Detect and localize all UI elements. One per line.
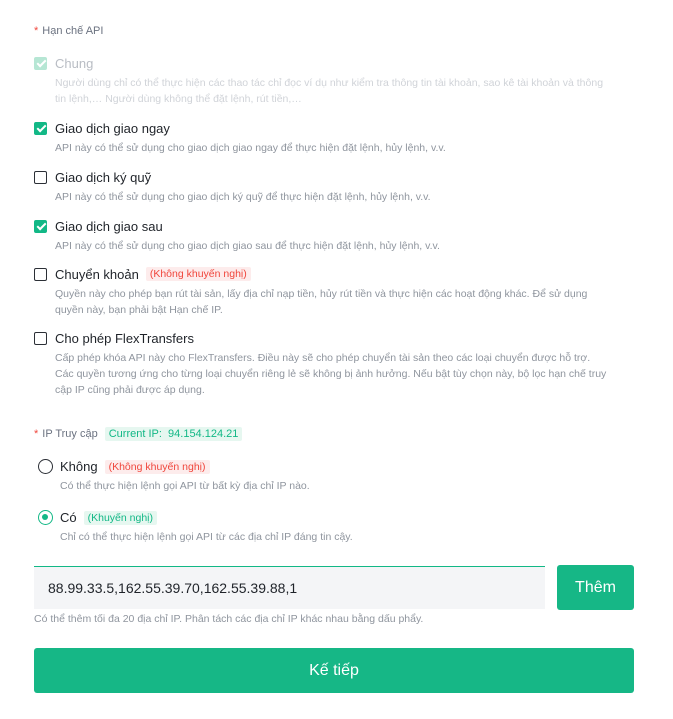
option-title: Không: [60, 459, 98, 474]
permission-title: Cho phép FlexTransfers: [55, 330, 194, 346]
option-title: Có: [60, 510, 77, 525]
futures-trading-checkbox[interactable]: [34, 220, 47, 233]
ip-address-input[interactable]: [34, 566, 545, 609]
general-checkbox[interactable]: [34, 57, 47, 70]
permission-desc: API này có thể sử dụng cho giao dịch giao ngay để thực hiện đặt lệnh, hủy lệnh, v.v.: [55, 142, 446, 154]
api-restrictions-label-text: Hạn chế API: [42, 25, 104, 37]
permission-desc: Người dùng chỉ có thể thực hiện các thao tác chỉ đọc ví dụ như kiểm tra thông tin tài khoản, sao kê tài khoản và thông tin lệnh,… Người dùng không thể đặt lệnh, rút tiền,…: [55, 77, 604, 105]
permission-flextransfers: [34, 329, 624, 398]
option-desc: Có thể thực hiện lệnh gọi API từ bất kỳ địa chỉ IP nào.: [60, 480, 310, 492]
permission-transfer: [34, 265, 624, 318]
permission-futures-trading: [34, 217, 624, 254]
next-button[interactable]: Kế tiếp: [34, 648, 634, 693]
permission-title: Giao dịch giao sau: [55, 218, 163, 234]
transfer-checkbox[interactable]: [34, 268, 47, 281]
recommended-badge: (Khuyến nghị): [84, 511, 157, 525]
current-ip-label: Current IP:: [108, 428, 162, 440]
not-recommended-badge: (Không khuyến nghị): [146, 267, 251, 281]
permission-general: [34, 54, 624, 107]
no-radio[interactable]: [38, 459, 53, 474]
spot-trading-checkbox[interactable]: [34, 122, 47, 135]
current-ip-value: 94.154.124.21: [168, 428, 239, 440]
permission-title: Chuyển khoản: [55, 266, 139, 282]
permission-title: Giao dịch ký quỹ: [55, 169, 152, 185]
ip-hint: Có thể thêm tối đa 20 địa chỉ IP. Phân tách các địa chỉ IP khác nhau bằng dấu phẩy.: [34, 613, 424, 625]
ip-option-no[interactable]: [38, 459, 598, 492]
add-ip-button[interactable]: Thêm: [557, 565, 634, 610]
required-mark: *: [34, 428, 39, 440]
ip-option-yes[interactable]: [38, 510, 598, 543]
permission-desc: API này có thể sử dụng cho giao dịch ký quỹ để thực hiện đặt lệnh, hủy lệnh, v.v.: [55, 191, 431, 203]
option-desc: Chỉ có thể thực hiện lệnh gọi API từ các địa chỉ IP đáng tin cậy.: [60, 531, 353, 543]
permission-desc: Quyền này cho phép bạn rút tài sản, lấy địa chỉ nạp tiền, hủy rút tiền và thực hiện các hoạt động khác. Để sử dụng quyền này, bạn phải bật Hạn chế IP.: [55, 288, 588, 316]
ip-access-label-text: IP Truy cập: [42, 428, 98, 440]
ip-access-label: [34, 427, 242, 441]
permission-desc: Cấp phép khóa API này cho FlexTransfers. Điều này sẽ cho phép chuyển tài sản theo các loại chuyển được hỗ trợ. Các quyền tương ứng cho từng loại chuyển riêng lẻ sẽ không bị ảnh hưởng. Nếu bật tùy chọn này, bộ lọc hạn chế truy cập IP cũng phải được áp dụng.: [55, 352, 607, 396]
permission-title: Chung: [55, 55, 94, 71]
not-recommended-badge: (Không khuyến nghị): [105, 460, 210, 474]
required-mark: *: [34, 25, 39, 37]
api-restrictions-label: [34, 25, 103, 37]
permission-spot-trading: [34, 119, 624, 156]
permission-margin-trading: [34, 168, 624, 205]
permission-desc: API này có thể sử dụng cho giao dịch giao sau để thực hiện đặt lệnh, hủy lệnh, v.v.: [55, 240, 440, 252]
margin-trading-checkbox[interactable]: [34, 171, 47, 184]
flextransfers-checkbox[interactable]: [34, 332, 47, 345]
yes-radio[interactable]: [38, 510, 53, 525]
permission-title: Giao dịch giao ngay: [55, 120, 170, 136]
current-ip-badge: [105, 427, 243, 441]
